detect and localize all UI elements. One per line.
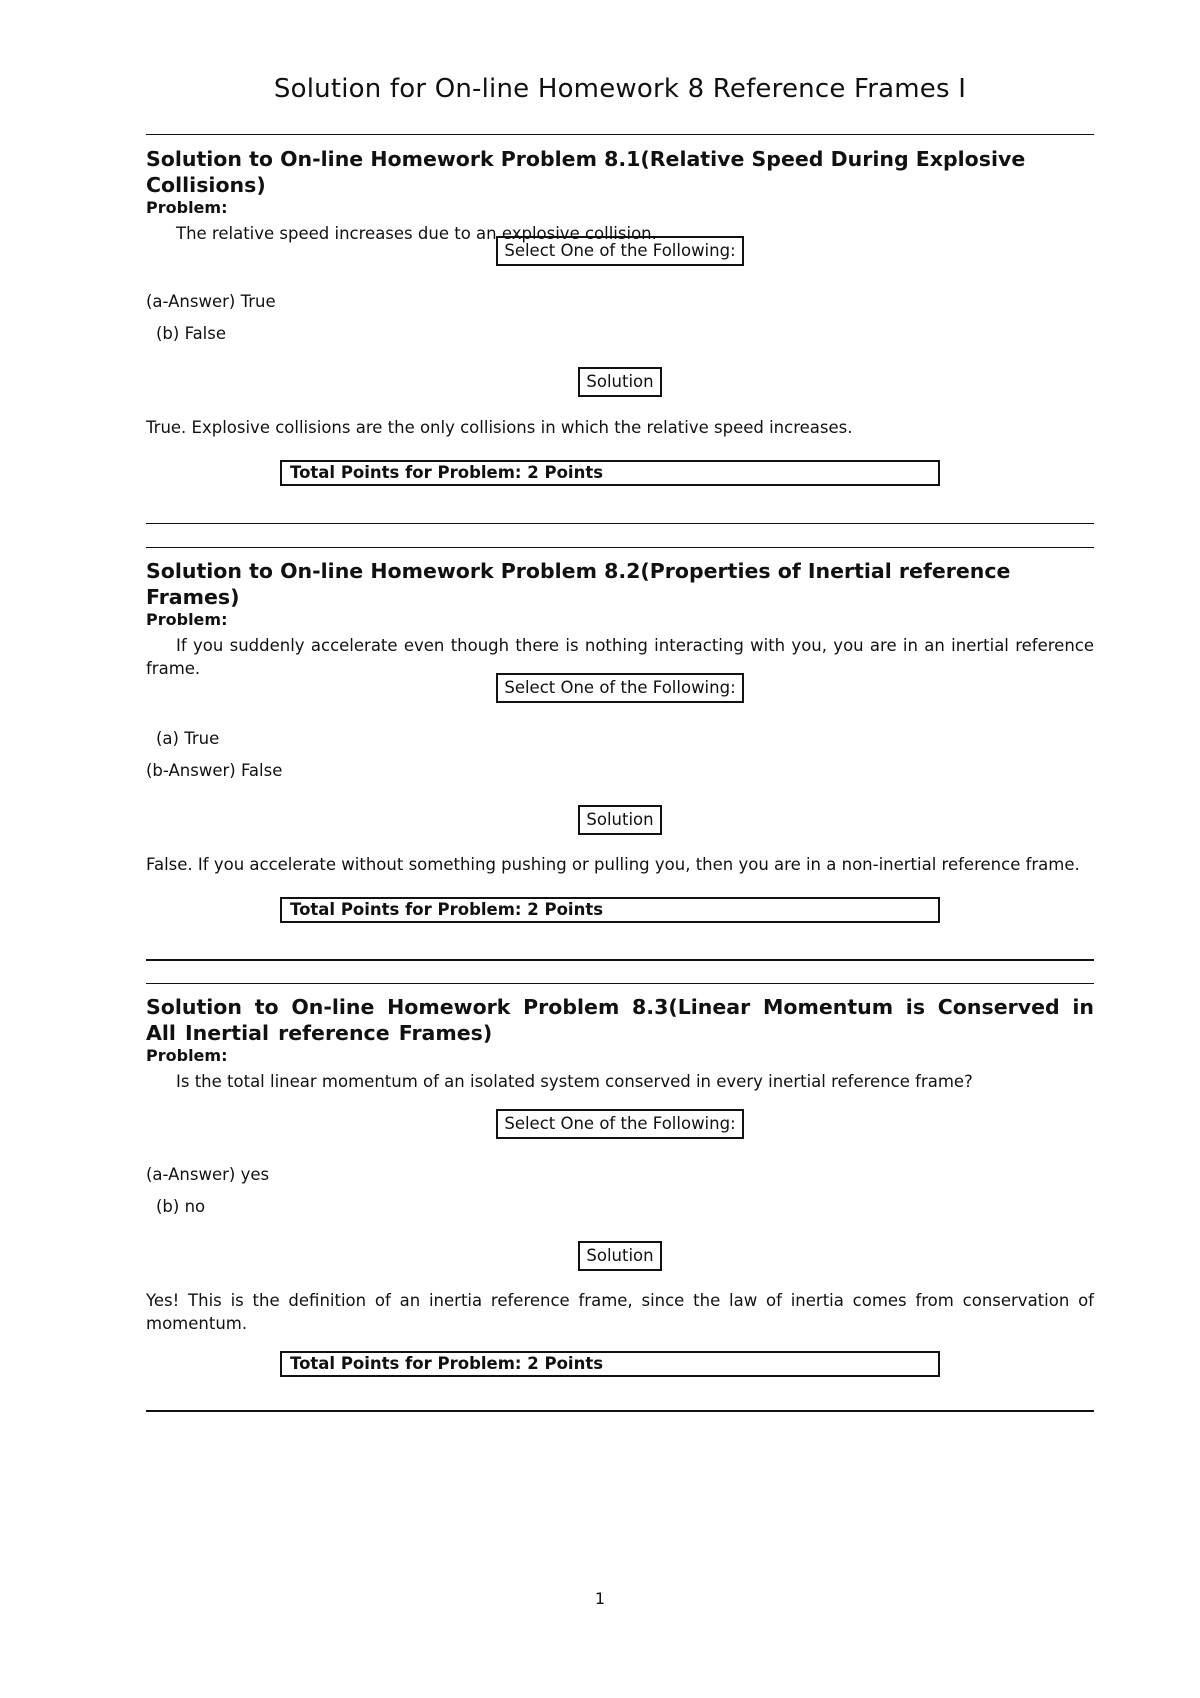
problem-label: Problem: [146, 610, 228, 629]
solution-box-wrap [146, 367, 1094, 397]
document-title: Solution for On-line Homework 8 Reference Frames I [273, 74, 967, 104]
select-box-wrap [146, 236, 1094, 266]
problem-heading: Solution to On-line Homework Problem 8.2(Properties of Inertial reference Frames) [146, 559, 1011, 609]
page-number: 1 [594, 1589, 606, 1608]
option-a: (a) True [156, 729, 220, 748]
solution-text-block [146, 853, 1094, 876]
options-list [146, 291, 1094, 313]
problem-question: The relative speed increases due to an explosive collision. [176, 224, 657, 243]
solution-box: Solution [578, 1241, 661, 1271]
select-box-wrap [146, 1109, 1094, 1139]
section-divider [146, 983, 1094, 984]
solution-text: True. Explosive collisions are the only collisions in which the relative speed increases. [146, 418, 853, 437]
problem-question: Is the total linear momentum of an isolated system conserved in every inertial reference frame? [176, 1072, 973, 1091]
problem-8-3-section [146, 994, 1094, 1093]
problem-heading: Solution to On-line Homework Problem 8.3(Linear Momentum is Conserved in All Inertial reference Frames) [146, 995, 1094, 1045]
options-list [146, 728, 1094, 750]
solution-text: Yes! This is the definition of an inertia reference frame, since the law of inertia comes from conservation of momentum. [146, 1291, 1094, 1333]
title-divider [146, 134, 1094, 135]
section-divider [146, 547, 1094, 548]
options-list [146, 1164, 1094, 1186]
option-a: (a-Answer) True [146, 292, 276, 311]
options-list [146, 760, 1094, 782]
problem-question: If you suddenly accelerate even though there is nothing interacting with you, you are in an inertial reference frame. [146, 636, 1094, 678]
total-points-box: Total Points for Problem: 2 Points [280, 460, 940, 486]
section-divider [146, 1410, 1094, 1412]
option-b: (b) no [156, 1197, 206, 1216]
problem-heading: Solution to On-line Homework Problem 8.1(Relative Speed During Explosive Collisions) [146, 147, 1026, 197]
solution-box-wrap [146, 805, 1094, 835]
options-list [146, 323, 1094, 345]
problem-label: Problem: [146, 198, 228, 217]
solution-text-block [146, 416, 1094, 439]
solution-box: Solution [578, 805, 661, 835]
total-points-box: Total Points for Problem: 2 Points [280, 897, 940, 923]
select-one-box: Select One of the Following: [496, 673, 743, 703]
problem-label: Problem: [146, 1046, 228, 1065]
select-one-box: Select One of the Following: [496, 236, 743, 266]
problem-8-1-section [146, 146, 1094, 245]
option-b: (b-Answer) False [146, 761, 283, 780]
select-one-box: Select One of the Following: [496, 1109, 743, 1139]
section-divider [146, 959, 1094, 961]
solution-text: False. If you accelerate without something pushing or pulling you, then you are in a non-inertial reference frame. [146, 855, 1080, 874]
option-a: (a-Answer) yes [146, 1165, 270, 1184]
solution-text-block [146, 1289, 1094, 1335]
solution-box-wrap [146, 1241, 1094, 1271]
section-divider [146, 523, 1094, 524]
select-box-wrap [146, 673, 1094, 703]
option-b: (b) False [156, 324, 227, 343]
options-list [146, 1196, 1094, 1218]
solution-box: Solution [578, 367, 661, 397]
total-points-box: Total Points for Problem: 2 Points [280, 1351, 940, 1377]
problem-8-2-section [146, 558, 1094, 680]
